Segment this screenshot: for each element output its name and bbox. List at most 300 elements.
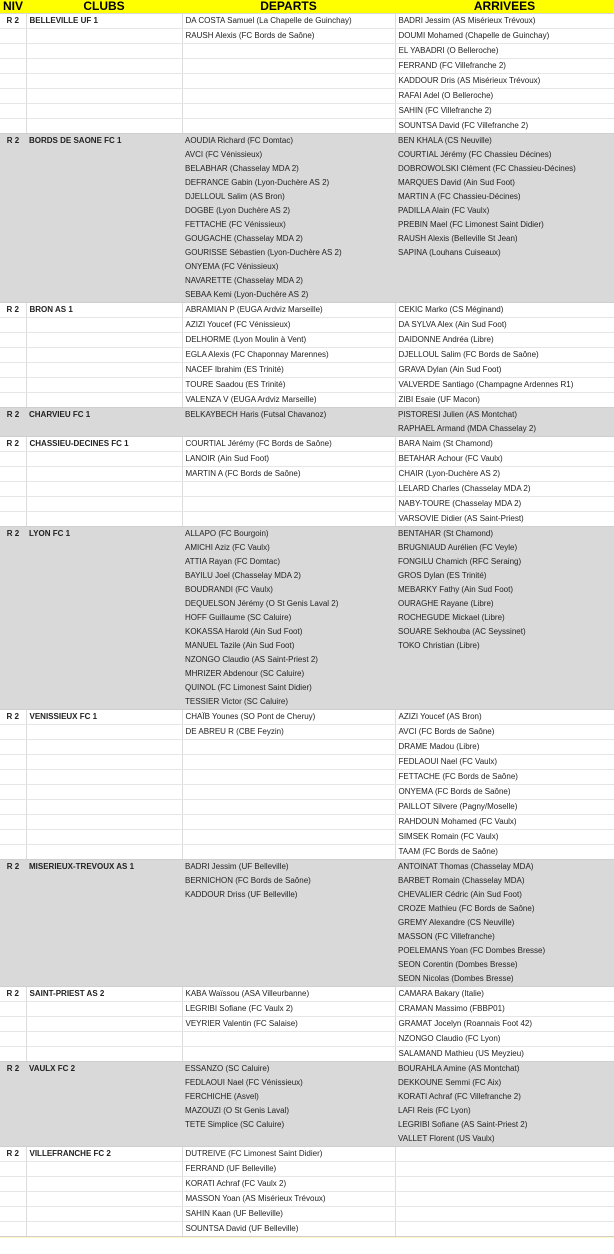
table-row (0, 14, 614, 29)
club-name: VILLEFRANCHE FC 2 (26, 1147, 182, 1162)
depart-cell: DUTREIVE (FC Limonest Saint Didier) (182, 1147, 395, 1162)
club-name (26, 1162, 182, 1177)
club-group (0, 437, 614, 527)
club-name: MISERIEUX-TREVOUX AS 1 (26, 860, 182, 875)
depart-cell: KORATI Achraf (FC Vaulx 2) (182, 1177, 395, 1192)
niv-cell (0, 1047, 26, 1062)
club-name (26, 190, 182, 204)
table-row (0, 134, 614, 149)
depart-cell: SEBAA Kemi (Lyon-Duchère AS 2) (182, 288, 395, 303)
arrivee-cell: FERRAND (FC Villefranche 2) (395, 59, 614, 74)
club-name (26, 162, 182, 176)
club-group (0, 14, 614, 134)
depart-cell (182, 74, 395, 89)
club-name (26, 218, 182, 232)
table-row (0, 1132, 614, 1147)
depart-cell: HOFF Guillaume (SC Caluire) (182, 611, 395, 625)
arrivee-cell: TOKO Christian (Libre) (395, 639, 614, 653)
table-row (0, 583, 614, 597)
table-row (0, 625, 614, 639)
club-name: BORDS DE SAONE FC 1 (26, 134, 182, 149)
table-row (0, 611, 614, 625)
niv-cell: R 2 (0, 1062, 26, 1077)
niv-cell (0, 695, 26, 710)
table-row (0, 845, 614, 860)
table-row (0, 467, 614, 482)
arrivee-cell: ANTOINAT Thomas (Chasselay MDA) (395, 860, 614, 875)
niv-cell (0, 218, 26, 232)
club-name (26, 148, 182, 162)
niv-cell (0, 740, 26, 755)
club-name (26, 667, 182, 681)
arrivee-cell (395, 1162, 614, 1177)
niv-cell (0, 555, 26, 569)
niv-cell (0, 785, 26, 800)
club-group (0, 987, 614, 1062)
depart-cell (182, 422, 395, 437)
arrivee-cell: BENTAHAR (St Chamond) (395, 527, 614, 542)
header-niv: NIV (0, 0, 26, 14)
table-row (0, 830, 614, 845)
arrivee-cell: MARTIN A (FC Chassieu-Décines) (395, 190, 614, 204)
club-name (26, 800, 182, 815)
table-row (0, 555, 614, 569)
arrivee-cell: POELEMANS Yoan (FC Dombes Bresse) (395, 944, 614, 958)
arrivee-cell: MASSON (FC Villefranche) (395, 930, 614, 944)
club-name (26, 1118, 182, 1132)
arrivee-cell: GRAMAT Jocelyn (Roannais Foot 42) (395, 1017, 614, 1032)
club-name (26, 944, 182, 958)
depart-cell: AVCI (FC Vénissieux) (182, 148, 395, 162)
niv-cell (0, 597, 26, 611)
table-row (0, 59, 614, 74)
table-row (0, 1222, 614, 1237)
depart-cell (182, 89, 395, 104)
club-name (26, 232, 182, 246)
table-row (0, 437, 614, 452)
niv-cell (0, 725, 26, 740)
niv-cell (0, 583, 26, 597)
table-row (0, 176, 614, 190)
arrivee-cell: DEKKOUNE Semmi (FC Aix) (395, 1076, 614, 1090)
niv-cell (0, 44, 26, 59)
depart-cell: QUINOL (FC Limonest Saint Didier) (182, 681, 395, 695)
table-row (0, 667, 614, 681)
table-row (0, 569, 614, 583)
arrivee-cell: CHAIR (Lyon-Duchère AS 2) (395, 467, 614, 482)
table-row (0, 1090, 614, 1104)
club-group (0, 1062, 614, 1147)
table-row (0, 318, 614, 333)
arrivee-cell: SIMSEK Romain (FC Vaulx) (395, 830, 614, 845)
niv-cell (0, 497, 26, 512)
depart-cell: SAHIN Kaan (UF Belleville) (182, 1207, 395, 1222)
niv-cell (0, 944, 26, 958)
depart-cell: BAYILU Joel (Chasselay MDA 2) (182, 569, 395, 583)
club-name (26, 1017, 182, 1032)
depart-cell (182, 740, 395, 755)
depart-cell: CHAÏB Younes (SO Pont de Cheruy) (182, 710, 395, 725)
table-row (0, 274, 614, 288)
club-name (26, 972, 182, 987)
club-name (26, 597, 182, 611)
club-name (26, 611, 182, 625)
arrivee-cell: OURAGHE Rayane (Libre) (395, 597, 614, 611)
arrivee-cell: KADDOUR Dris (AS Misérieux Trévoux) (395, 74, 614, 89)
depart-cell: DOGBE (Lyon Duchère AS 2) (182, 204, 395, 218)
niv-cell (0, 639, 26, 653)
club-name (26, 1002, 182, 1017)
niv-cell (0, 1002, 26, 1017)
depart-cell: AZIZI Youcef (FC Vénissieux) (182, 318, 395, 333)
club-name (26, 916, 182, 930)
club-name (26, 958, 182, 972)
club-name: CHASSIEU-DECINES FC 1 (26, 437, 182, 452)
club-name (26, 378, 182, 393)
table-row (0, 288, 614, 303)
niv-cell (0, 422, 26, 437)
table-row (0, 888, 614, 902)
depart-cell: LANOIR (Ain Sud Foot) (182, 452, 395, 467)
arrivee-cell: CAMARA Bakary (Italie) (395, 987, 614, 1002)
arrivee-cell (395, 288, 614, 303)
arrivee-cell: NZONGO Claudio (FC Lyon) (395, 1032, 614, 1047)
table-row (0, 393, 614, 408)
depart-cell (182, 1032, 395, 1047)
depart-cell: VALENZA V (EUGA Ardviz Marseille) (182, 393, 395, 408)
depart-cell: ESSANZO (SC Caluire) (182, 1062, 395, 1077)
club-name (26, 29, 182, 44)
depart-cell (182, 830, 395, 845)
arrivee-cell: GROS Dylan (ES Trinité) (395, 569, 614, 583)
niv-cell (0, 916, 26, 930)
club-name: BELLEVILLE UF 1 (26, 14, 182, 29)
club-name (26, 583, 182, 597)
club-group (0, 860, 614, 987)
club-name (26, 274, 182, 288)
depart-cell (182, 755, 395, 770)
arrivee-cell (395, 695, 614, 710)
niv-cell (0, 845, 26, 860)
table-row (0, 815, 614, 830)
arrivee-cell: CRAMAN Massimo (FBBP01) (395, 1002, 614, 1017)
depart-cell: DE ABREU R (CBE Feyzin) (182, 725, 395, 740)
table-row (0, 497, 614, 512)
table-row (0, 363, 614, 378)
table-row (0, 232, 614, 246)
arrivee-cell: FEDLAOUI Nael (FC Vaulx) (395, 755, 614, 770)
niv-cell (0, 119, 26, 134)
niv-cell (0, 288, 26, 303)
club-name (26, 1076, 182, 1090)
club-name (26, 318, 182, 333)
table-row (0, 260, 614, 274)
table-row (0, 916, 614, 930)
club-name (26, 725, 182, 740)
table-row (0, 987, 614, 1002)
club-name (26, 555, 182, 569)
niv-cell: R 2 (0, 437, 26, 452)
club-name (26, 104, 182, 119)
arrivee-cell (395, 653, 614, 667)
depart-cell: BELKAYBECH Haris (Futsal Chavanoz) (182, 408, 395, 423)
club-name: BRON AS 1 (26, 303, 182, 318)
depart-cell (182, 1132, 395, 1147)
arrivee-cell: PADILLA Alain (FC Vaulx) (395, 204, 614, 218)
depart-cell: BOUDRANDI (FC Vaulx) (182, 583, 395, 597)
table-row (0, 1177, 614, 1192)
depart-cell: NZONGO Claudio (AS Saint-Priest 2) (182, 653, 395, 667)
club-name (26, 681, 182, 695)
arrivee-cell: CHEVALIER Cédric (Ain Sud Foot) (395, 888, 614, 902)
club-name (26, 639, 182, 653)
arrivee-cell (395, 274, 614, 288)
table-row (0, 725, 614, 740)
club-name (26, 695, 182, 710)
niv-cell (0, 625, 26, 639)
club-name: CHARVIEU FC 1 (26, 408, 182, 423)
table-row (0, 452, 614, 467)
arrivee-cell (395, 1192, 614, 1207)
depart-cell (182, 119, 395, 134)
niv-cell (0, 452, 26, 467)
table-row (0, 740, 614, 755)
table-row (0, 333, 614, 348)
niv-cell (0, 467, 26, 482)
club-name: SAINT-PRIEST AS 2 (26, 987, 182, 1002)
footer-divider (0, 1237, 614, 1238)
niv-cell (0, 1132, 26, 1147)
niv-cell: R 2 (0, 710, 26, 725)
arrivee-cell: AVCI (FC Bords de Saône) (395, 725, 614, 740)
club-name (26, 74, 182, 89)
club-group (0, 710, 614, 860)
table-row (0, 639, 614, 653)
niv-cell (0, 378, 26, 393)
niv-cell (0, 830, 26, 845)
club-group (0, 527, 614, 710)
niv-cell (0, 348, 26, 363)
table-row (0, 800, 614, 815)
depart-cell: DEQUELSON Jérémy (O St Genis Laval 2) (182, 597, 395, 611)
table-row (0, 512, 614, 527)
arrivee-cell (395, 260, 614, 274)
arrivee-cell: GREMY Alexandre (CS Neuville) (395, 916, 614, 930)
table-row (0, 681, 614, 695)
niv-cell (0, 246, 26, 260)
table-row (0, 972, 614, 987)
table-row (0, 902, 614, 916)
arrivee-cell: DJELLOUL Salim (FC Bords de Saône) (395, 348, 614, 363)
table-row (0, 785, 614, 800)
niv-cell (0, 1032, 26, 1047)
club-name (26, 288, 182, 303)
arrivee-cell: BETAHAR Achour (FC Vaulx) (395, 452, 614, 467)
table-row (0, 348, 614, 363)
niv-cell (0, 1177, 26, 1192)
depart-cell (182, 59, 395, 74)
club-name (26, 653, 182, 667)
niv-cell (0, 162, 26, 176)
depart-cell (182, 497, 395, 512)
depart-cell: ONYEMA (FC Vénissieux) (182, 260, 395, 274)
niv-cell (0, 1118, 26, 1132)
table-row (0, 378, 614, 393)
club-name (26, 625, 182, 639)
depart-cell: VEYRIER Valentin (FC Salaise) (182, 1017, 395, 1032)
club-name (26, 902, 182, 916)
table-row (0, 74, 614, 89)
table-row (0, 1104, 614, 1118)
niv-cell (0, 89, 26, 104)
club-name (26, 1222, 182, 1237)
club-name (26, 176, 182, 190)
club-name: VAULX FC 2 (26, 1062, 182, 1077)
club-name (26, 1177, 182, 1192)
niv-cell (0, 569, 26, 583)
niv-cell (0, 1076, 26, 1090)
niv-cell (0, 232, 26, 246)
table-row (0, 874, 614, 888)
depart-cell: TESSIER Victor (SC Caluire) (182, 695, 395, 710)
depart-cell (182, 845, 395, 860)
club-name (26, 755, 182, 770)
depart-cell: BADRI Jessim (UF Belleville) (182, 860, 395, 875)
table-row (0, 246, 614, 260)
header-arrivees: ARRIVEES (395, 0, 614, 14)
niv-cell (0, 1104, 26, 1118)
niv-cell (0, 148, 26, 162)
depart-cell: KADDOUR Driss (UF Belleville) (182, 888, 395, 902)
table-row (0, 1162, 614, 1177)
table-row (0, 303, 614, 318)
niv-cell (0, 1222, 26, 1237)
arrivee-cell: PISTORESI Julien (AS Montchat) (395, 408, 614, 423)
arrivee-cell: BARBET Romain (Chasselay MDA) (395, 874, 614, 888)
arrivee-cell: MARQUES David (Ain Sud Foot) (395, 176, 614, 190)
depart-cell: RAUSH Alexis (FC Bords de Saône) (182, 29, 395, 44)
niv-cell (0, 930, 26, 944)
arrivee-cell: DAIDONNE Andréa (Libre) (395, 333, 614, 348)
arrivee-cell: LAFI Reis (FC Lyon) (395, 1104, 614, 1118)
depart-cell: NACEF Ibrahim (ES Trinité) (182, 363, 395, 378)
arrivee-cell: RAPHAEL Armand (MDA Chasselay 2) (395, 422, 614, 437)
arrivee-cell: BARA Naim (St Chamond) (395, 437, 614, 452)
club-name (26, 393, 182, 408)
depart-cell (182, 104, 395, 119)
table-row (0, 527, 614, 542)
table-row (0, 860, 614, 875)
depart-cell: DELHORME (Lyon Moulin à Vent) (182, 333, 395, 348)
arrivee-cell (395, 667, 614, 681)
niv-cell: R 2 (0, 408, 26, 423)
niv-cell (0, 800, 26, 815)
niv-cell (0, 815, 26, 830)
arrivee-cell: GRAVA Dylan (Ain Sud Foot) (395, 363, 614, 378)
table-row (0, 190, 614, 204)
table-row (0, 422, 614, 437)
niv-cell (0, 333, 26, 348)
arrivee-cell: PREBIN Mael (FC Limonest Saint Didier) (395, 218, 614, 232)
arrivee-cell (395, 1177, 614, 1192)
table-row (0, 162, 614, 176)
club-name (26, 740, 182, 755)
niv-cell: R 2 (0, 1147, 26, 1162)
depart-cell: COURTIAL Jérémy (FC Bords de Saône) (182, 437, 395, 452)
arrivee-cell: CROZE Mathieu (FC Bords de Saône) (395, 902, 614, 916)
depart-cell (182, 902, 395, 916)
arrivee-cell: RAFAI Adel (O Belleroche) (395, 89, 614, 104)
niv-cell (0, 393, 26, 408)
club-name (26, 1132, 182, 1147)
niv-cell (0, 29, 26, 44)
table-row (0, 408, 614, 423)
arrivee-cell: EL YABADRI (O Belleroche) (395, 44, 614, 59)
depart-cell: MASSON Yoan (AS Misérieux Trévoux) (182, 1192, 395, 1207)
depart-cell: FERCHICHE (Asvel) (182, 1090, 395, 1104)
arrivee-cell: DRAME Madou (Libre) (395, 740, 614, 755)
arrivee-cell: SALAMAND Mathieu (US Meyzieu) (395, 1047, 614, 1062)
club-name (26, 44, 182, 59)
arrivee-cell: BADRI Jessim (AS Misérieux Trévoux) (395, 14, 614, 29)
niv-cell: R 2 (0, 987, 26, 1002)
arrivee-cell (395, 1147, 614, 1162)
arrivee-cell: SOUNTSA David (FC Villefranche 2) (395, 119, 614, 134)
club-name (26, 1192, 182, 1207)
depart-cell (182, 770, 395, 785)
arrivee-cell: MEBARKY Fathy (Ain Sud Foot) (395, 583, 614, 597)
arrivee-cell (395, 1222, 614, 1237)
table-row (0, 710, 614, 725)
arrivee-cell: SAPINA (Louhans Cuiseaux) (395, 246, 614, 260)
depart-cell: BERNICHON (FC Bords de Saône) (182, 874, 395, 888)
niv-cell (0, 611, 26, 625)
depart-cell (182, 482, 395, 497)
club-group (0, 1147, 614, 1237)
table-row (0, 1118, 614, 1132)
club-name (26, 888, 182, 902)
club-name: LYON FC 1 (26, 527, 182, 542)
niv-cell (0, 190, 26, 204)
arrivee-cell: VALLET Florent (US Vaulx) (395, 1132, 614, 1147)
depart-cell: FEDLAOUI Nael (FC Vénissieux) (182, 1076, 395, 1090)
club-name: VENISSIEUX FC 1 (26, 710, 182, 725)
club-name (26, 1047, 182, 1062)
depart-cell: MHRIZER Abdenour (SC Caluire) (182, 667, 395, 681)
club-name (26, 874, 182, 888)
table-row (0, 119, 614, 134)
arrivee-cell: CEKIC Marko (CS Méginand) (395, 303, 614, 318)
arrivee-cell: NABY-TOURE (Chasselay MDA 2) (395, 497, 614, 512)
table-row (0, 541, 614, 555)
depart-cell (182, 1047, 395, 1062)
niv-cell (0, 667, 26, 681)
depart-cell: LEGRIBI Sofiane (FC Vaulx 2) (182, 1002, 395, 1017)
niv-cell (0, 972, 26, 987)
arrivee-cell: ROCHEGUDE Mickael (Libre) (395, 611, 614, 625)
arrivee-cell: SEON Corentin (Dombes Bresse) (395, 958, 614, 972)
niv-cell (0, 204, 26, 218)
depart-cell: KOKASSA Harold (Ain Sud Foot) (182, 625, 395, 639)
table-row (0, 29, 614, 44)
header-clubs: CLUBS (26, 0, 182, 14)
table-row (0, 104, 614, 119)
depart-cell: KABA Waïssou (ASA Villeurbanne) (182, 987, 395, 1002)
arrivee-cell: RAUSH Alexis (Belleville St Jean) (395, 232, 614, 246)
niv-cell (0, 59, 26, 74)
arrivee-cell: FONGILU Chamich (RFC Seraing) (395, 555, 614, 569)
club-name (26, 482, 182, 497)
